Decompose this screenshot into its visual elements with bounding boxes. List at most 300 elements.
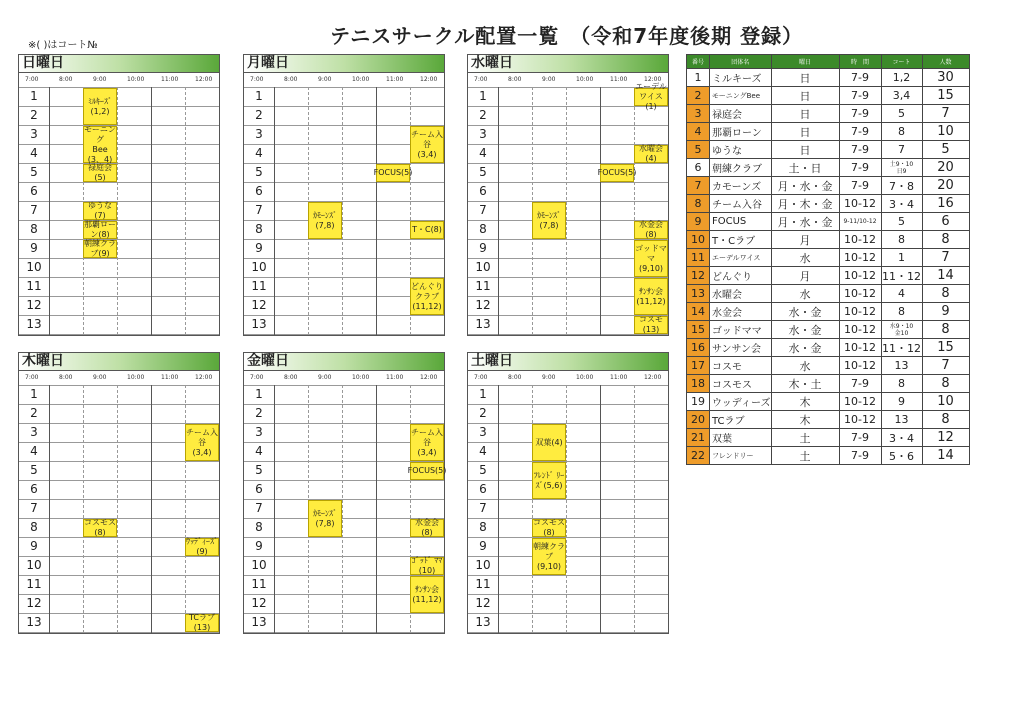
time-cell: 7-9 [839, 87, 881, 105]
court-number: 7 [479, 501, 487, 515]
time-label: 11:00 [161, 374, 179, 381]
booking-block: コスモス(8) [84, 518, 116, 537]
row-number-cell: 4 [687, 123, 710, 141]
court-cell: 1 [881, 249, 922, 267]
day-panel-header [19, 55, 219, 73]
time-cell: 7-9 [839, 69, 881, 87]
court-number: 8 [30, 222, 38, 236]
court-number: 2 [479, 108, 487, 122]
row-number-cell: 6 [687, 159, 710, 177]
member-count-cell: 20 [922, 159, 969, 177]
booking-block: 水金会(8) [410, 519, 444, 537]
time-cell: 7-9 [839, 105, 881, 123]
time-cell: 7-9 [839, 447, 881, 465]
court-cell: 5 [881, 213, 922, 231]
day-cell: 日 [771, 141, 839, 159]
page-title: テニスサークル配置一覧 （令和7年度後期 登録） [330, 24, 804, 48]
day-panel [243, 352, 445, 634]
member-count-cell: 6 [922, 213, 969, 231]
court-number: 3 [255, 127, 263, 141]
group-name-cell: フレンドリー [710, 447, 772, 465]
court-number: 3 [30, 425, 38, 439]
court-number: 5 [479, 463, 487, 477]
table-row [687, 195, 970, 213]
table-row [687, 105, 970, 123]
court-number: 1 [255, 387, 263, 401]
court-number: 4 [479, 146, 487, 160]
court-number: 12 [475, 596, 491, 610]
court-line-1: 土9・10 [889, 160, 914, 168]
group-name-cell: ゆうな [710, 141, 772, 159]
court-number: 9 [479, 241, 487, 255]
court-number: 7 [479, 203, 487, 217]
booking-block: どんぐりクラブ (11,12) [410, 278, 444, 315]
day-cell: 月・水・金 [771, 213, 839, 231]
table-row [687, 141, 970, 159]
court-number: 3 [479, 127, 487, 141]
time-label: 9:00 [93, 76, 107, 83]
time-axis [19, 371, 219, 385]
day-panel-header [244, 353, 444, 371]
row-number-cell: 10 [687, 231, 710, 249]
court-number: 5 [255, 165, 263, 179]
court-cell: 8 [881, 123, 922, 141]
group-name-cell: 那覇ローン [710, 123, 772, 141]
day-panel [18, 352, 220, 634]
day-cell: 月 [771, 231, 839, 249]
booking-block: 朝練クラブ (9,10) [532, 538, 566, 575]
court-cell: 1,2 [881, 69, 922, 87]
court-number: 4 [255, 146, 263, 160]
day-panel-header [468, 353, 668, 371]
court-number: 11 [26, 577, 42, 591]
court-number: 6 [255, 184, 263, 198]
court-number: 5 [30, 463, 38, 477]
registration-table-body [687, 69, 970, 465]
time-cell: 10-12 [839, 321, 881, 339]
court-number: 7 [255, 203, 263, 217]
grid-column-line [376, 385, 377, 633]
booking-block: ｳｯﾃﾞｨｰｽﾞ (9) [186, 537, 218, 556]
member-count-cell: 8 [922, 375, 969, 393]
day-cell: 月 [771, 267, 839, 285]
booking-block: 水金会(8) [634, 221, 668, 239]
grid-column-line [498, 87, 499, 335]
time-label: 9:00 [542, 374, 556, 381]
time-cell: 10-12 [839, 231, 881, 249]
day-cell: 木 [771, 411, 839, 429]
time-label: 10:00 [127, 76, 145, 83]
time-cell: 10-12 [839, 285, 881, 303]
group-name-cell: T・Cラブ [710, 231, 772, 249]
booking-block: ｻﾝｻﾝ会 (11,12) [634, 278, 668, 315]
time-label: 9:00 [318, 76, 332, 83]
day-cell: 土 [771, 447, 839, 465]
grid-column-line [185, 87, 186, 335]
booking-block: FOCUS(5) [600, 164, 634, 182]
table-row [687, 213, 970, 231]
court-number: 12 [26, 298, 42, 312]
court-number: 9 [255, 539, 263, 553]
row-number-cell: 1 [687, 69, 710, 87]
time-label: 12:00 [420, 76, 438, 83]
day-cell: 水・金 [771, 321, 839, 339]
time-cell: 10-12 [839, 195, 881, 213]
header-group: 団体名 [710, 55, 772, 69]
court-cell: 3・4 [881, 195, 922, 213]
day-label: 金曜日 [247, 353, 289, 369]
group-name-cell: エーデルワイス [710, 249, 772, 267]
row-number-cell: 20 [687, 411, 710, 429]
row-number-cell: 5 [687, 141, 710, 159]
grid-column-line [117, 87, 118, 335]
court-number: 3 [30, 127, 38, 141]
time-label: 10:00 [352, 374, 370, 381]
member-count-cell: 10 [922, 393, 969, 411]
grid-column-line [151, 87, 152, 335]
row-number-cell: 19 [687, 393, 710, 411]
day-cell: 日 [771, 123, 839, 141]
table-row [687, 87, 970, 105]
table-row [687, 321, 970, 339]
day-cell: 水・金 [771, 303, 839, 321]
header-count: 人数 [922, 55, 969, 69]
table-row [687, 303, 970, 321]
time-cell: 7-9 [839, 429, 881, 447]
booking-block: コスモス(8) [533, 518, 565, 537]
member-count-cell: 5 [922, 141, 969, 159]
court-cell [881, 321, 922, 339]
booking-block: チーム入谷 (3,4) [185, 424, 219, 461]
grid-column-line [117, 385, 118, 633]
court-line-1: 水9・10 [889, 322, 914, 330]
time-label: 10:00 [352, 76, 370, 83]
day-label: 木曜日 [22, 353, 64, 369]
court-cell: 13 [881, 411, 922, 429]
time-label: 12:00 [195, 76, 213, 83]
member-count-cell: 15 [922, 87, 969, 105]
court-number: 8 [479, 520, 487, 534]
member-count-cell: 20 [922, 177, 969, 195]
day-panel [18, 54, 220, 336]
time-cell: 10-12 [839, 393, 881, 411]
group-name-cell: 朝練クラブ [710, 159, 772, 177]
time-label: 8:00 [59, 76, 73, 83]
row-number-cell: 21 [687, 429, 710, 447]
day-cell: 日 [771, 87, 839, 105]
court-number: 6 [255, 482, 263, 496]
booking-block: エーデルワイス (1) [635, 82, 667, 111]
day-panel [467, 352, 669, 634]
grid-column-line [185, 385, 186, 633]
member-count-cell: 15 [922, 339, 969, 357]
court-number: 10 [475, 558, 491, 572]
time-label: 12:00 [195, 374, 213, 381]
grid-column-line [274, 87, 275, 335]
time-axis [244, 73, 444, 87]
time-label: 8:00 [59, 374, 73, 381]
grid-column-line [49, 87, 50, 335]
court-cell: 8 [881, 231, 922, 249]
row-number-cell: 2 [687, 87, 710, 105]
day-label: 水曜日 [471, 55, 513, 71]
group-name-cell: FOCUS [710, 213, 772, 231]
court-number: 10 [475, 260, 491, 274]
court-number: 3 [479, 425, 487, 439]
court-number: 13 [475, 615, 491, 629]
court-number: 2 [30, 406, 38, 420]
registration-table [686, 54, 970, 465]
court-number: 13 [26, 615, 42, 629]
time-cell: 10-12 [839, 303, 881, 321]
day-panel-header [244, 55, 444, 73]
court-number: 11 [251, 279, 267, 293]
court-number: 1 [479, 387, 487, 401]
court-number: 6 [30, 184, 38, 198]
header-time: 時 間 [839, 55, 881, 69]
booking-block: モーニング Bee (3、4) [84, 124, 116, 164]
court-cell: 11・12 [881, 267, 922, 285]
table-row [687, 69, 970, 87]
day-panel-header [468, 55, 668, 73]
court-number: 10 [26, 558, 42, 572]
booking-block: T・C(8) [410, 221, 444, 239]
day-cell: 木 [771, 393, 839, 411]
header-number: 番号 [687, 55, 710, 69]
member-count-cell: 30 [922, 69, 969, 87]
row-number-cell: 11 [687, 249, 710, 267]
grid-column-line [49, 385, 50, 633]
day-cell: 土・日 [771, 159, 839, 177]
day-cell: 水 [771, 249, 839, 267]
header-day: 曜日 [771, 55, 839, 69]
booking-block: FOCUS(5) [410, 462, 444, 480]
time-label: 12:00 [644, 374, 662, 381]
group-name-cell: 禄庭会 [710, 105, 772, 123]
time-label: 10:00 [576, 76, 594, 83]
grid-column-line [600, 87, 601, 335]
court-number: 12 [251, 596, 267, 610]
court-number: 6 [30, 482, 38, 496]
time-label: 11:00 [161, 76, 179, 83]
time-label: 10:00 [576, 374, 594, 381]
court-cell [881, 159, 922, 177]
group-name-cell: TCラブ [710, 411, 772, 429]
booking-block: ｶﾓｰﾝｽﾞ (7,8) [308, 202, 342, 239]
time-label: 11:00 [386, 76, 404, 83]
court-number: 4 [255, 444, 263, 458]
table-row [687, 123, 970, 141]
court-cell: 11・12 [881, 339, 922, 357]
court-number: 9 [255, 241, 263, 255]
court-cell: 9 [881, 393, 922, 411]
booking-block: ｻﾝｻﾝ会 (11,12) [410, 576, 444, 613]
court-number: 11 [475, 279, 491, 293]
booking-block: 那覇ローン(8) [84, 220, 116, 239]
court-number: 9 [30, 241, 38, 255]
time-label: 9:00 [318, 374, 332, 381]
court-number: 1 [30, 387, 38, 401]
member-count-cell: 7 [922, 249, 969, 267]
time-cell: 10-12 [839, 249, 881, 267]
court-number: 8 [255, 222, 263, 236]
time-cell: 10-12 [839, 357, 881, 375]
time-label: 8:00 [284, 76, 298, 83]
court-number: 10 [26, 260, 42, 274]
group-name-cell: 水曜会 [710, 285, 772, 303]
grid-column-line [566, 87, 567, 335]
booking-block: FOCUS(5) [376, 164, 410, 182]
day-cell: 日 [771, 69, 839, 87]
group-name-cell: コスモ [710, 357, 772, 375]
day-cell: 月・水・金 [771, 177, 839, 195]
time-label: 9:00 [542, 76, 556, 83]
table-row [687, 231, 970, 249]
table-row [687, 267, 970, 285]
time-cell: 9-11/10-12 [839, 213, 881, 231]
table-row [687, 375, 970, 393]
time-label: 7:00 [25, 76, 39, 83]
row-number-cell: 9 [687, 213, 710, 231]
court-number: 13 [475, 317, 491, 331]
court-number: 5 [479, 165, 487, 179]
court-number: 10 [251, 260, 267, 274]
day-cell: 水 [771, 357, 839, 375]
day-cell: 土 [771, 429, 839, 447]
court-cell: 3,4 [881, 87, 922, 105]
day-cell: 日 [771, 105, 839, 123]
table-header-row [687, 55, 970, 69]
member-count-cell: 8 [922, 231, 969, 249]
court-line-2: 日9 [896, 167, 907, 175]
member-count-cell: 8 [922, 321, 969, 339]
time-label: 11:00 [386, 374, 404, 381]
court-line-2: 金10 [894, 329, 909, 337]
court-cell: 7・8 [881, 177, 922, 195]
booking-block: 水曜会(4) [634, 145, 668, 163]
time-axis [468, 371, 668, 385]
day-label: 日曜日 [22, 55, 64, 71]
grid-column-line [342, 385, 343, 633]
time-cell: 7-9 [839, 375, 881, 393]
court-number: 1 [255, 89, 263, 103]
member-count-cell: 16 [922, 195, 969, 213]
court-cell: 5・6 [881, 447, 922, 465]
time-cell: 7-9 [839, 159, 881, 177]
booking-block: TCラブ (13) [185, 614, 219, 632]
booking-block: ｺﾞｯﾄﾞ ﾏﾏ(10) [411, 556, 443, 575]
member-count-cell: 8 [922, 285, 969, 303]
group-name-cell: ゴッドママ [710, 321, 772, 339]
time-label: 11:00 [610, 76, 628, 83]
member-count-cell: 8 [922, 411, 969, 429]
group-name-cell: どんぐり [710, 267, 772, 285]
booking-block: ｶﾓｰﾝｽﾞ (7,8) [532, 202, 566, 239]
group-name-cell: 双葉 [710, 429, 772, 447]
time-cell: 10-12 [839, 339, 881, 357]
time-label: 7:00 [474, 76, 488, 83]
member-count-cell: 7 [922, 357, 969, 375]
court-number: 8 [479, 222, 487, 236]
booking-block: チーム入谷 (3,4) [410, 424, 444, 461]
booking-block: ﾌﾚﾝﾄﾞ ﾘｰｽﾞ(5,6) [532, 462, 566, 499]
grid-column-line [342, 87, 343, 335]
court-number: 6 [479, 184, 487, 198]
grid-column-line [151, 385, 152, 633]
court-number: 13 [26, 317, 42, 331]
time-cell: 10-12 [839, 411, 881, 429]
member-count-cell: 7 [922, 105, 969, 123]
booking-block: ｶﾓｰﾝｽﾞ (7,8) [308, 500, 342, 537]
court-number: 4 [30, 444, 38, 458]
table-row [687, 159, 970, 177]
grid-column-line [83, 385, 84, 633]
row-number-cell: 17 [687, 357, 710, 375]
group-name-cell: ウッディーズ [710, 393, 772, 411]
court-number: 11 [251, 577, 267, 591]
court-number: 3 [255, 425, 263, 439]
time-cell: 10-12 [839, 267, 881, 285]
table-row [687, 429, 970, 447]
court-number: 7 [30, 501, 38, 515]
member-count-cell: 10 [922, 123, 969, 141]
court-number: 6 [479, 482, 487, 496]
day-cell: 水・金 [771, 339, 839, 357]
grid-column-line [274, 385, 275, 633]
court-number-note: ※( )はコート№ [28, 40, 98, 51]
court-cell: 4 [881, 285, 922, 303]
time-label: 7:00 [25, 374, 39, 381]
court-number: 8 [30, 520, 38, 534]
court-number: 2 [255, 406, 263, 420]
day-cell: 月・木・金 [771, 195, 839, 213]
group-name-cell: コスモス [710, 375, 772, 393]
time-axis [19, 73, 219, 87]
time-cell: 7-9 [839, 141, 881, 159]
day-cell: 木・土 [771, 375, 839, 393]
court-number: 2 [255, 108, 263, 122]
group-name-cell: 水金会 [710, 303, 772, 321]
member-count-cell: 12 [922, 429, 969, 447]
court-number: 7 [255, 501, 263, 515]
time-label: 7:00 [474, 374, 488, 381]
day-panel-header [19, 353, 219, 371]
group-name-cell: チーム入谷 [710, 195, 772, 213]
time-cell: 7-9 [839, 177, 881, 195]
header-court: コート [881, 55, 922, 69]
group-name-cell: モーニングBee [710, 87, 772, 105]
court-cell: 7 [881, 141, 922, 159]
court-cell: 8 [881, 303, 922, 321]
booking-block: コスモ(13) [634, 316, 668, 334]
time-label: 12:00 [644, 76, 662, 83]
row-number-cell: 16 [687, 339, 710, 357]
booking-block: ﾐﾙｷｰｽﾞ (1,2) [83, 88, 117, 125]
booking-block: チーム入谷 (3,4) [410, 126, 444, 163]
time-label: 7:00 [250, 374, 264, 381]
row-number-cell: 18 [687, 375, 710, 393]
time-label: 9:00 [93, 374, 107, 381]
time-label: 8:00 [284, 374, 298, 381]
court-number: 4 [30, 146, 38, 160]
court-number: 12 [475, 298, 491, 312]
day-cell: 水 [771, 285, 839, 303]
time-label: 7:00 [250, 76, 264, 83]
time-cell: 7-9 [839, 123, 881, 141]
court-number: 9 [30, 539, 38, 553]
court-cell: 5 [881, 105, 922, 123]
time-label: 8:00 [508, 76, 522, 83]
